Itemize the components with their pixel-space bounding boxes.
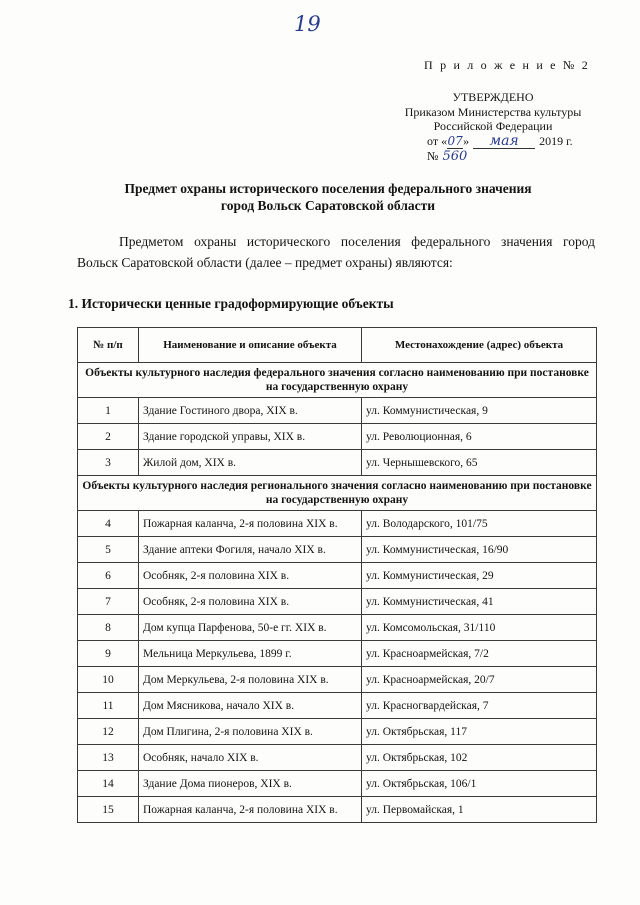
row-num: 1 xyxy=(78,398,139,424)
row-name: Дом купца Парфенова, 50-е гг. XIX в. xyxy=(139,615,362,641)
approval-order: Приказом Министерства культуры xyxy=(404,104,582,119)
row-name: Мельница Меркульева, 1899 г. xyxy=(139,641,362,667)
table-row xyxy=(78,667,597,693)
row-address: ул. Октябрьская, 117 xyxy=(362,719,597,745)
row-num: 5 xyxy=(78,537,139,563)
row-address: ул. Красноармейская, 7/2 xyxy=(362,641,597,667)
row-address: ул. Чернышевского, 65 xyxy=(362,450,597,476)
row-address: ул. Володарского, 101/75 xyxy=(362,511,597,537)
row-address: ул. Революционная, 6 xyxy=(362,424,597,450)
row-address: ул. Комсомольская, 31/110 xyxy=(362,615,597,641)
row-name: Пожарная каланча, 2-я половина XIX в. xyxy=(139,797,362,823)
row-num: 11 xyxy=(78,693,139,719)
header-name: Наименование и описание объекта xyxy=(139,328,362,363)
table-row xyxy=(78,797,597,823)
row-name: Особняк, 2-я половина XIX в. xyxy=(139,589,362,615)
row-address: ул. Первомайская, 1 xyxy=(362,797,597,823)
row-address: ул. Красноармейская, 20/7 xyxy=(362,667,597,693)
row-num: 12 xyxy=(78,719,139,745)
date-day-handwritten: 07 xyxy=(447,133,463,148)
table-header-row xyxy=(78,328,597,363)
row-address: ул. Коммунистическая, 16/90 xyxy=(362,537,597,563)
approval-block xyxy=(400,90,586,165)
table-row xyxy=(78,641,597,667)
row-name: Дом Меркульева, 2-я половина XIX в. xyxy=(139,667,362,693)
date-month-handwritten: мая xyxy=(473,134,535,150)
approval-number xyxy=(400,149,586,165)
row-num: 10 xyxy=(78,667,139,693)
table-row xyxy=(78,693,597,719)
date-mid: » xyxy=(463,133,470,148)
annex-label: П р и л о ж е н и е № 2 xyxy=(424,58,590,72)
approval-approved: УТВЕРЖДЕНО xyxy=(452,90,534,104)
row-num: 2 xyxy=(78,424,139,450)
row-address: ул. Октябрьская, 106/1 xyxy=(362,771,597,797)
row-num: 8 xyxy=(78,615,139,641)
header-num: № п/п xyxy=(78,328,139,363)
table-row xyxy=(78,771,597,797)
section-heading: 1. Исторически ценные градоформирующие объекты xyxy=(68,296,394,311)
row-address: ул. Коммунистическая, 41 xyxy=(362,589,597,615)
number-handwritten: 560 xyxy=(442,149,468,164)
table-row xyxy=(78,511,597,537)
row-address: ул. Коммунистическая, 29 xyxy=(362,563,597,589)
objects-table xyxy=(77,327,597,823)
group-row-federal xyxy=(78,363,597,398)
table-row xyxy=(78,537,597,563)
row-name: Особняк, 2-я половина XIX в. xyxy=(139,563,362,589)
header-address: Местонахождение (адрес) объекта xyxy=(362,328,597,363)
row-name: Здание Дома пионеров, XIX в. xyxy=(139,771,362,797)
row-num: 14 xyxy=(78,771,139,797)
table-row xyxy=(78,563,597,589)
row-name: Особняк, начало XIX в. xyxy=(139,745,362,771)
row-address: ул. Красногвардейская, 7 xyxy=(362,693,597,719)
document-title xyxy=(60,180,596,214)
date-prefix: от « xyxy=(427,133,448,148)
intro-paragraph: Предметом охраны исторического поселения федерального значения город Вольск Саратовской области (далее – предмет охраны) являются: xyxy=(77,234,595,270)
row-address: ул. Октябрьская, 102 xyxy=(362,745,597,771)
approval-date xyxy=(400,134,586,150)
table-row xyxy=(78,398,597,424)
row-address: ул. Коммунистическая, 9 xyxy=(362,398,597,424)
row-num: 15 xyxy=(78,797,139,823)
group-regional-label: Объекты культурного наследия регионального значения согласно наименованию при постановке на государственную охрану xyxy=(78,476,597,511)
row-name: Жилой дом, XIX в. xyxy=(139,450,362,476)
table-row xyxy=(78,424,597,450)
number-prefix: № xyxy=(427,149,439,163)
row-name: Пожарная каланча, 2-я половина XIX в. xyxy=(139,511,362,537)
title-line-1: Предмет охраны исторического поселения федерального значения xyxy=(124,181,532,196)
row-num: 6 xyxy=(78,563,139,589)
table-row xyxy=(78,615,597,641)
row-num: 13 xyxy=(78,745,139,771)
table-row xyxy=(78,745,597,771)
row-num: 3 xyxy=(78,450,139,476)
row-name: Здание городской управы, XIX в. xyxy=(139,424,362,450)
row-num: 7 xyxy=(78,589,139,615)
row-name: Здание аптеки Фогиля, начало XIX в. xyxy=(139,537,362,563)
page-number: 19 xyxy=(294,12,321,36)
group-federal-label: Объекты культурного наследия федерального значения согласно наименованию при постановке на государственную охрану xyxy=(78,363,597,398)
group-row-regional xyxy=(78,476,597,511)
row-name: Здание Гостиного двора, XIX в. xyxy=(139,398,362,424)
row-num: 4 xyxy=(78,511,139,537)
row-name: Дом Плигина, 2-я половина XIX в. xyxy=(139,719,362,745)
date-year: 2019 г. xyxy=(539,133,573,148)
table-row xyxy=(78,719,597,745)
row-num: 9 xyxy=(78,641,139,667)
table-row xyxy=(78,450,597,476)
title-line-2: город Вольск Саратовской области xyxy=(220,198,436,213)
table-row xyxy=(78,589,597,615)
row-name: Дом Мясникова, начало XIX в. xyxy=(139,693,362,719)
approval-federation: Российской Федерации xyxy=(433,119,553,133)
